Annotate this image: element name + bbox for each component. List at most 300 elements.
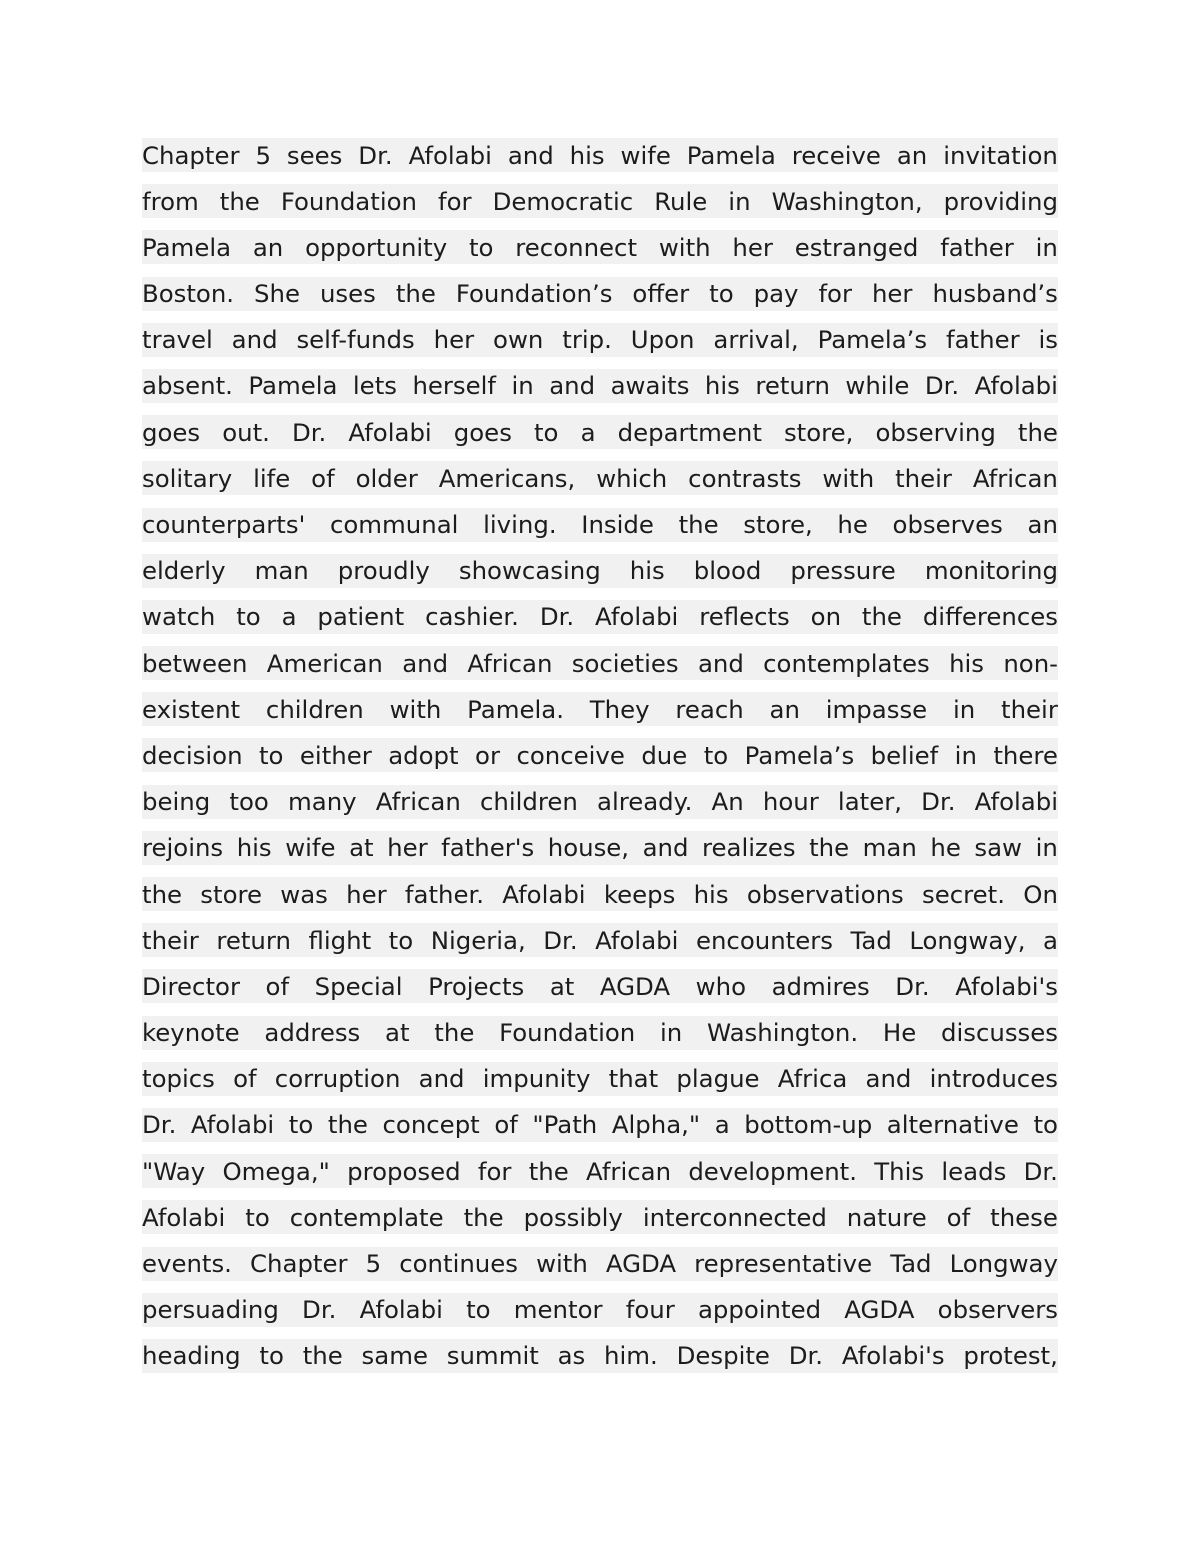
word: own [493, 325, 544, 355]
word: Upon [630, 325, 695, 355]
word: African [467, 648, 553, 678]
word: topics [142, 1064, 215, 1094]
word: his [949, 648, 985, 678]
word: discusses [941, 1018, 1058, 1048]
word: Dr. [291, 417, 327, 447]
word: and [697, 648, 744, 678]
word: her [732, 232, 773, 262]
word: or [475, 740, 500, 770]
word: being [142, 787, 211, 817]
word: Afolabi [408, 140, 492, 170]
word: appointed [697, 1295, 822, 1325]
word: herself [412, 371, 497, 401]
word: of [265, 971, 290, 1001]
word: his [693, 879, 729, 909]
word: They [589, 694, 650, 724]
word: their [895, 463, 952, 493]
word: of [494, 1110, 518, 1140]
word: Afolabi [142, 1202, 226, 1232]
word: decision [142, 740, 243, 770]
word: and [402, 648, 449, 678]
word: these [990, 1202, 1058, 1232]
word: offer [632, 279, 690, 309]
word: goes [142, 417, 201, 447]
word: receive [791, 140, 881, 170]
word: Pamela’s [744, 740, 855, 770]
word: contrasts [688, 463, 802, 493]
word: Tad [890, 1249, 932, 1278]
word: African [586, 1156, 672, 1186]
word: Nigeria, [430, 925, 526, 955]
text-line [142, 1293, 1058, 1327]
word: that [608, 1064, 659, 1094]
word: older [355, 463, 418, 493]
word: interconnected [642, 1202, 827, 1232]
word: "Path [532, 1110, 598, 1140]
text-line [142, 1062, 1058, 1096]
word: goes [453, 417, 512, 447]
word: flight [308, 925, 372, 955]
word: saw [974, 833, 1023, 863]
text-line [142, 738, 1058, 772]
word: father. [404, 879, 485, 909]
word: Alpha," [611, 1110, 701, 1140]
word: man [254, 556, 309, 586]
word: return [755, 371, 830, 401]
summary-paragraph [142, 138, 1058, 1385]
word: the [434, 1018, 475, 1048]
word: the [395, 279, 436, 309]
word: with [658, 232, 711, 262]
word: observing [875, 417, 996, 447]
text-line [142, 646, 1058, 680]
word: Dr. [1023, 1156, 1058, 1186]
word: pressure [790, 556, 896, 586]
word: self-funds [296, 325, 415, 355]
word: non- [1003, 648, 1058, 678]
word: the [302, 1341, 343, 1371]
word: Afolabi's [955, 971, 1058, 1001]
word: rejoins [142, 833, 224, 863]
word: An [711, 787, 744, 817]
word: conceive [516, 740, 625, 770]
word: with [536, 1249, 588, 1278]
word: as [557, 1341, 586, 1371]
word: trip. [562, 325, 612, 355]
word: an [769, 694, 800, 724]
word: department [617, 417, 762, 447]
word: nature [846, 1202, 927, 1232]
word: mentor [513, 1295, 603, 1325]
word: realizes [702, 833, 796, 863]
word: and [507, 140, 554, 170]
word: African [375, 787, 461, 817]
word: Foundation [499, 1018, 636, 1048]
word: his [704, 371, 740, 401]
word: Dr. [358, 140, 393, 170]
word: between [142, 648, 248, 678]
word: protest, [963, 1341, 1058, 1371]
word: a [580, 417, 596, 447]
word: Tad [850, 925, 892, 955]
word: keeps [603, 879, 676, 909]
word: his [629, 556, 665, 586]
word: to [388, 925, 414, 955]
word: of [946, 1202, 971, 1232]
word: reconnect [515, 232, 638, 262]
word: plague [676, 1064, 760, 1094]
word: too [229, 787, 269, 817]
word: in [1035, 232, 1058, 262]
word: development. [688, 1156, 857, 1186]
text-line [142, 1154, 1058, 1188]
word: awaits [610, 371, 690, 401]
word: their [142, 925, 199, 955]
word: while [845, 371, 910, 401]
word: is [1038, 325, 1058, 355]
word: and [865, 1064, 912, 1094]
word: the [861, 602, 902, 632]
word: house, [547, 833, 630, 863]
word: him. [604, 1341, 658, 1371]
word: Washington. [707, 1018, 859, 1048]
word: for [818, 279, 852, 309]
text-line [142, 323, 1058, 357]
word: counterparts' [142, 510, 306, 539]
word: for [438, 186, 472, 216]
word: persuading [142, 1295, 279, 1325]
word: Dr. [921, 787, 956, 817]
word: Afolabi [974, 371, 1058, 401]
word: Rule [654, 186, 708, 216]
text-line [142, 415, 1058, 449]
word: Foundation [280, 186, 417, 216]
word: from [142, 186, 199, 216]
word: alternative [886, 1110, 1019, 1140]
word: to [709, 279, 734, 309]
word: to [245, 1202, 270, 1232]
word: Pamela [686, 140, 776, 170]
word: 5 [365, 1249, 382, 1278]
word: at [549, 971, 575, 1001]
text-line [142, 1200, 1058, 1234]
word: living. [483, 510, 557, 539]
word: Dr. [924, 371, 960, 401]
word: to [703, 740, 729, 770]
text-line [142, 1108, 1058, 1142]
word: On [1023, 879, 1058, 909]
word: to [288, 1110, 314, 1140]
word: a [281, 602, 297, 632]
word: to [258, 740, 284, 770]
text-line [142, 877, 1058, 911]
word: address [264, 1018, 361, 1048]
word: impasse [825, 694, 928, 724]
word: her [433, 325, 475, 355]
word: the [142, 879, 183, 909]
word: father [940, 232, 1014, 262]
word: Inside [581, 510, 654, 539]
word: wife [620, 140, 671, 170]
word: sees [286, 140, 343, 170]
word: Afolabi [595, 602, 679, 632]
word: estranged [794, 232, 919, 262]
text-line [142, 461, 1058, 495]
word: his [236, 833, 272, 863]
word: Afolabi [190, 1110, 275, 1140]
word: store, [743, 510, 813, 539]
word: Despite [676, 1341, 770, 1371]
word: adopt [388, 740, 459, 770]
word: Foundation’s [455, 279, 613, 309]
word: Longway [949, 1249, 1058, 1278]
word: many [287, 787, 357, 817]
word: impunity [482, 1064, 591, 1094]
word: out. [222, 417, 270, 447]
word: a [714, 1110, 730, 1140]
word: he [930, 833, 961, 863]
word: his [569, 140, 605, 170]
text-line [142, 369, 1058, 403]
word: the [678, 510, 719, 539]
word: 5 [255, 140, 271, 170]
word: invitation [943, 140, 1058, 170]
word: an [1027, 510, 1058, 539]
word: their [1001, 694, 1058, 724]
word: Americans, [438, 463, 576, 493]
word: children [479, 787, 578, 817]
text-line [142, 692, 1058, 726]
word: Washington, [771, 186, 923, 216]
word: observers [937, 1295, 1058, 1325]
word: contemplates [763, 648, 930, 678]
word: in [954, 740, 977, 770]
word: concept [382, 1110, 480, 1140]
word: travel [142, 325, 213, 355]
word: with [822, 463, 875, 493]
word: on [810, 602, 842, 632]
word: Omega," [222, 1156, 330, 1186]
word: and [642, 833, 689, 863]
word: due [641, 740, 688, 770]
word: Dr. [788, 1341, 824, 1371]
word: to [466, 1295, 491, 1325]
word: heading [142, 1341, 241, 1371]
word: providing [943, 186, 1058, 216]
word: store, [783, 417, 854, 447]
word: existent [142, 694, 241, 724]
word: to [468, 232, 494, 262]
word: lets [352, 371, 397, 401]
word: of [233, 1064, 257, 1094]
text-line [142, 923, 1058, 957]
word: keynote [142, 1018, 240, 1048]
text-line [142, 831, 1058, 865]
word: observations [746, 879, 904, 909]
word: elderly [142, 556, 226, 586]
word: in [952, 694, 976, 724]
word: observes [892, 510, 1003, 539]
text-line [142, 230, 1058, 264]
word: contemplate [289, 1202, 444, 1232]
word: continues [399, 1249, 518, 1278]
word: at [385, 1018, 410, 1048]
word: in [660, 1018, 683, 1048]
word: of [311, 463, 335, 493]
word: AGDA [605, 1249, 677, 1278]
word: Afolabi [348, 417, 432, 447]
text-line [142, 554, 1058, 588]
word: admires [771, 971, 870, 1001]
word: Pamela. [467, 694, 564, 724]
word: bottom-up [744, 1110, 873, 1140]
word: Projects [428, 971, 525, 1001]
word: AGDA [599, 971, 671, 1001]
word: Boston. [142, 279, 235, 309]
word: father [946, 325, 1020, 355]
word: and [549, 371, 596, 401]
word: hour [762, 787, 819, 817]
word: absent. [142, 371, 233, 401]
word: father's [441, 833, 535, 863]
word: with [389, 694, 442, 724]
word: patient [317, 602, 405, 632]
word: at [349, 833, 374, 863]
word: secret. [922, 879, 1005, 909]
word: monitoring [924, 556, 1058, 586]
word: Dr. [543, 925, 578, 955]
word: and [418, 1064, 465, 1094]
word: already. [597, 787, 693, 817]
text-line [142, 1247, 1058, 1281]
word: store [200, 879, 262, 909]
word: for [477, 1156, 512, 1186]
word: man [862, 833, 917, 863]
word: he [837, 510, 868, 539]
word: Dr. [302, 1295, 337, 1325]
word: in [511, 371, 534, 401]
word: summit [446, 1341, 539, 1371]
word: Chapter [142, 140, 240, 170]
word: the [809, 833, 850, 863]
word: Special [314, 971, 403, 1001]
word: the [1017, 417, 1058, 447]
word: Dr. [142, 1110, 177, 1140]
word: who [695, 971, 746, 1001]
word: Dr. [895, 971, 930, 1001]
text-line [142, 600, 1058, 634]
word: later, [837, 787, 902, 817]
word: the [219, 186, 260, 216]
word: the [528, 1156, 569, 1186]
text-line [142, 277, 1058, 311]
text-line [142, 184, 1058, 218]
word: arrival, [713, 325, 799, 355]
word: Pamela’s [817, 325, 928, 355]
word: This [874, 1156, 925, 1186]
word: showcasing [458, 556, 601, 586]
word: her [871, 279, 913, 309]
word: encounters [695, 925, 833, 955]
word: Afolabi [502, 879, 586, 909]
word: return [216, 925, 291, 955]
word: same [361, 1341, 428, 1371]
word: Afolabi [595, 925, 679, 955]
word: communal [329, 510, 459, 539]
text-line [142, 1016, 1058, 1050]
word: four [625, 1295, 675, 1325]
word: children [265, 694, 364, 724]
word: which [596, 463, 668, 493]
word: watch [142, 602, 216, 632]
word: African [972, 463, 1058, 493]
word: corruption [274, 1064, 401, 1094]
word: to [533, 417, 559, 447]
word: differences [922, 602, 1058, 632]
word: the [327, 1110, 368, 1140]
text-line [142, 785, 1058, 819]
word: the [463, 1202, 504, 1232]
word: an [252, 232, 284, 262]
text-line [142, 1339, 1058, 1373]
word: pay [753, 279, 799, 309]
word: reach [675, 694, 744, 724]
word: leads [941, 1156, 1007, 1186]
word: opportunity [305, 232, 448, 262]
word: blood [693, 556, 762, 586]
word: societies [571, 648, 679, 678]
word: husband’s [932, 279, 1058, 309]
word: proposed [347, 1156, 461, 1186]
word: wife [285, 833, 336, 863]
word: was [280, 879, 328, 909]
word: in [1035, 833, 1058, 863]
word: cashier. [425, 602, 519, 632]
word: an [896, 140, 928, 170]
word: American [266, 648, 383, 678]
word: events. [142, 1249, 232, 1278]
word: representative [694, 1249, 873, 1278]
word: proudly [337, 556, 430, 586]
word: to [259, 1341, 284, 1371]
text-line [142, 508, 1058, 542]
word: Dr. [539, 602, 575, 632]
word: her [387, 833, 428, 863]
text-line [142, 138, 1058, 172]
word: AGDA [844, 1295, 915, 1325]
word: Afolabi [974, 787, 1058, 817]
word: and [231, 325, 278, 355]
word: possibly [523, 1202, 623, 1232]
text-line [142, 969, 1058, 1003]
word: Pamela [248, 371, 338, 401]
word: her [346, 879, 387, 909]
word: Director [142, 971, 240, 1001]
word: introduces [929, 1064, 1058, 1094]
word: She [254, 279, 300, 309]
word: Democratic [492, 186, 634, 216]
word: He [882, 1018, 917, 1048]
word: "Way [142, 1156, 206, 1186]
word: belief [870, 740, 939, 770]
word: there [993, 740, 1058, 770]
word: Chapter [250, 1249, 348, 1278]
word: either [299, 740, 372, 770]
word: a [1042, 925, 1058, 955]
word: in [728, 186, 751, 216]
word: to [1033, 1110, 1058, 1140]
word: Africa [777, 1064, 848, 1094]
